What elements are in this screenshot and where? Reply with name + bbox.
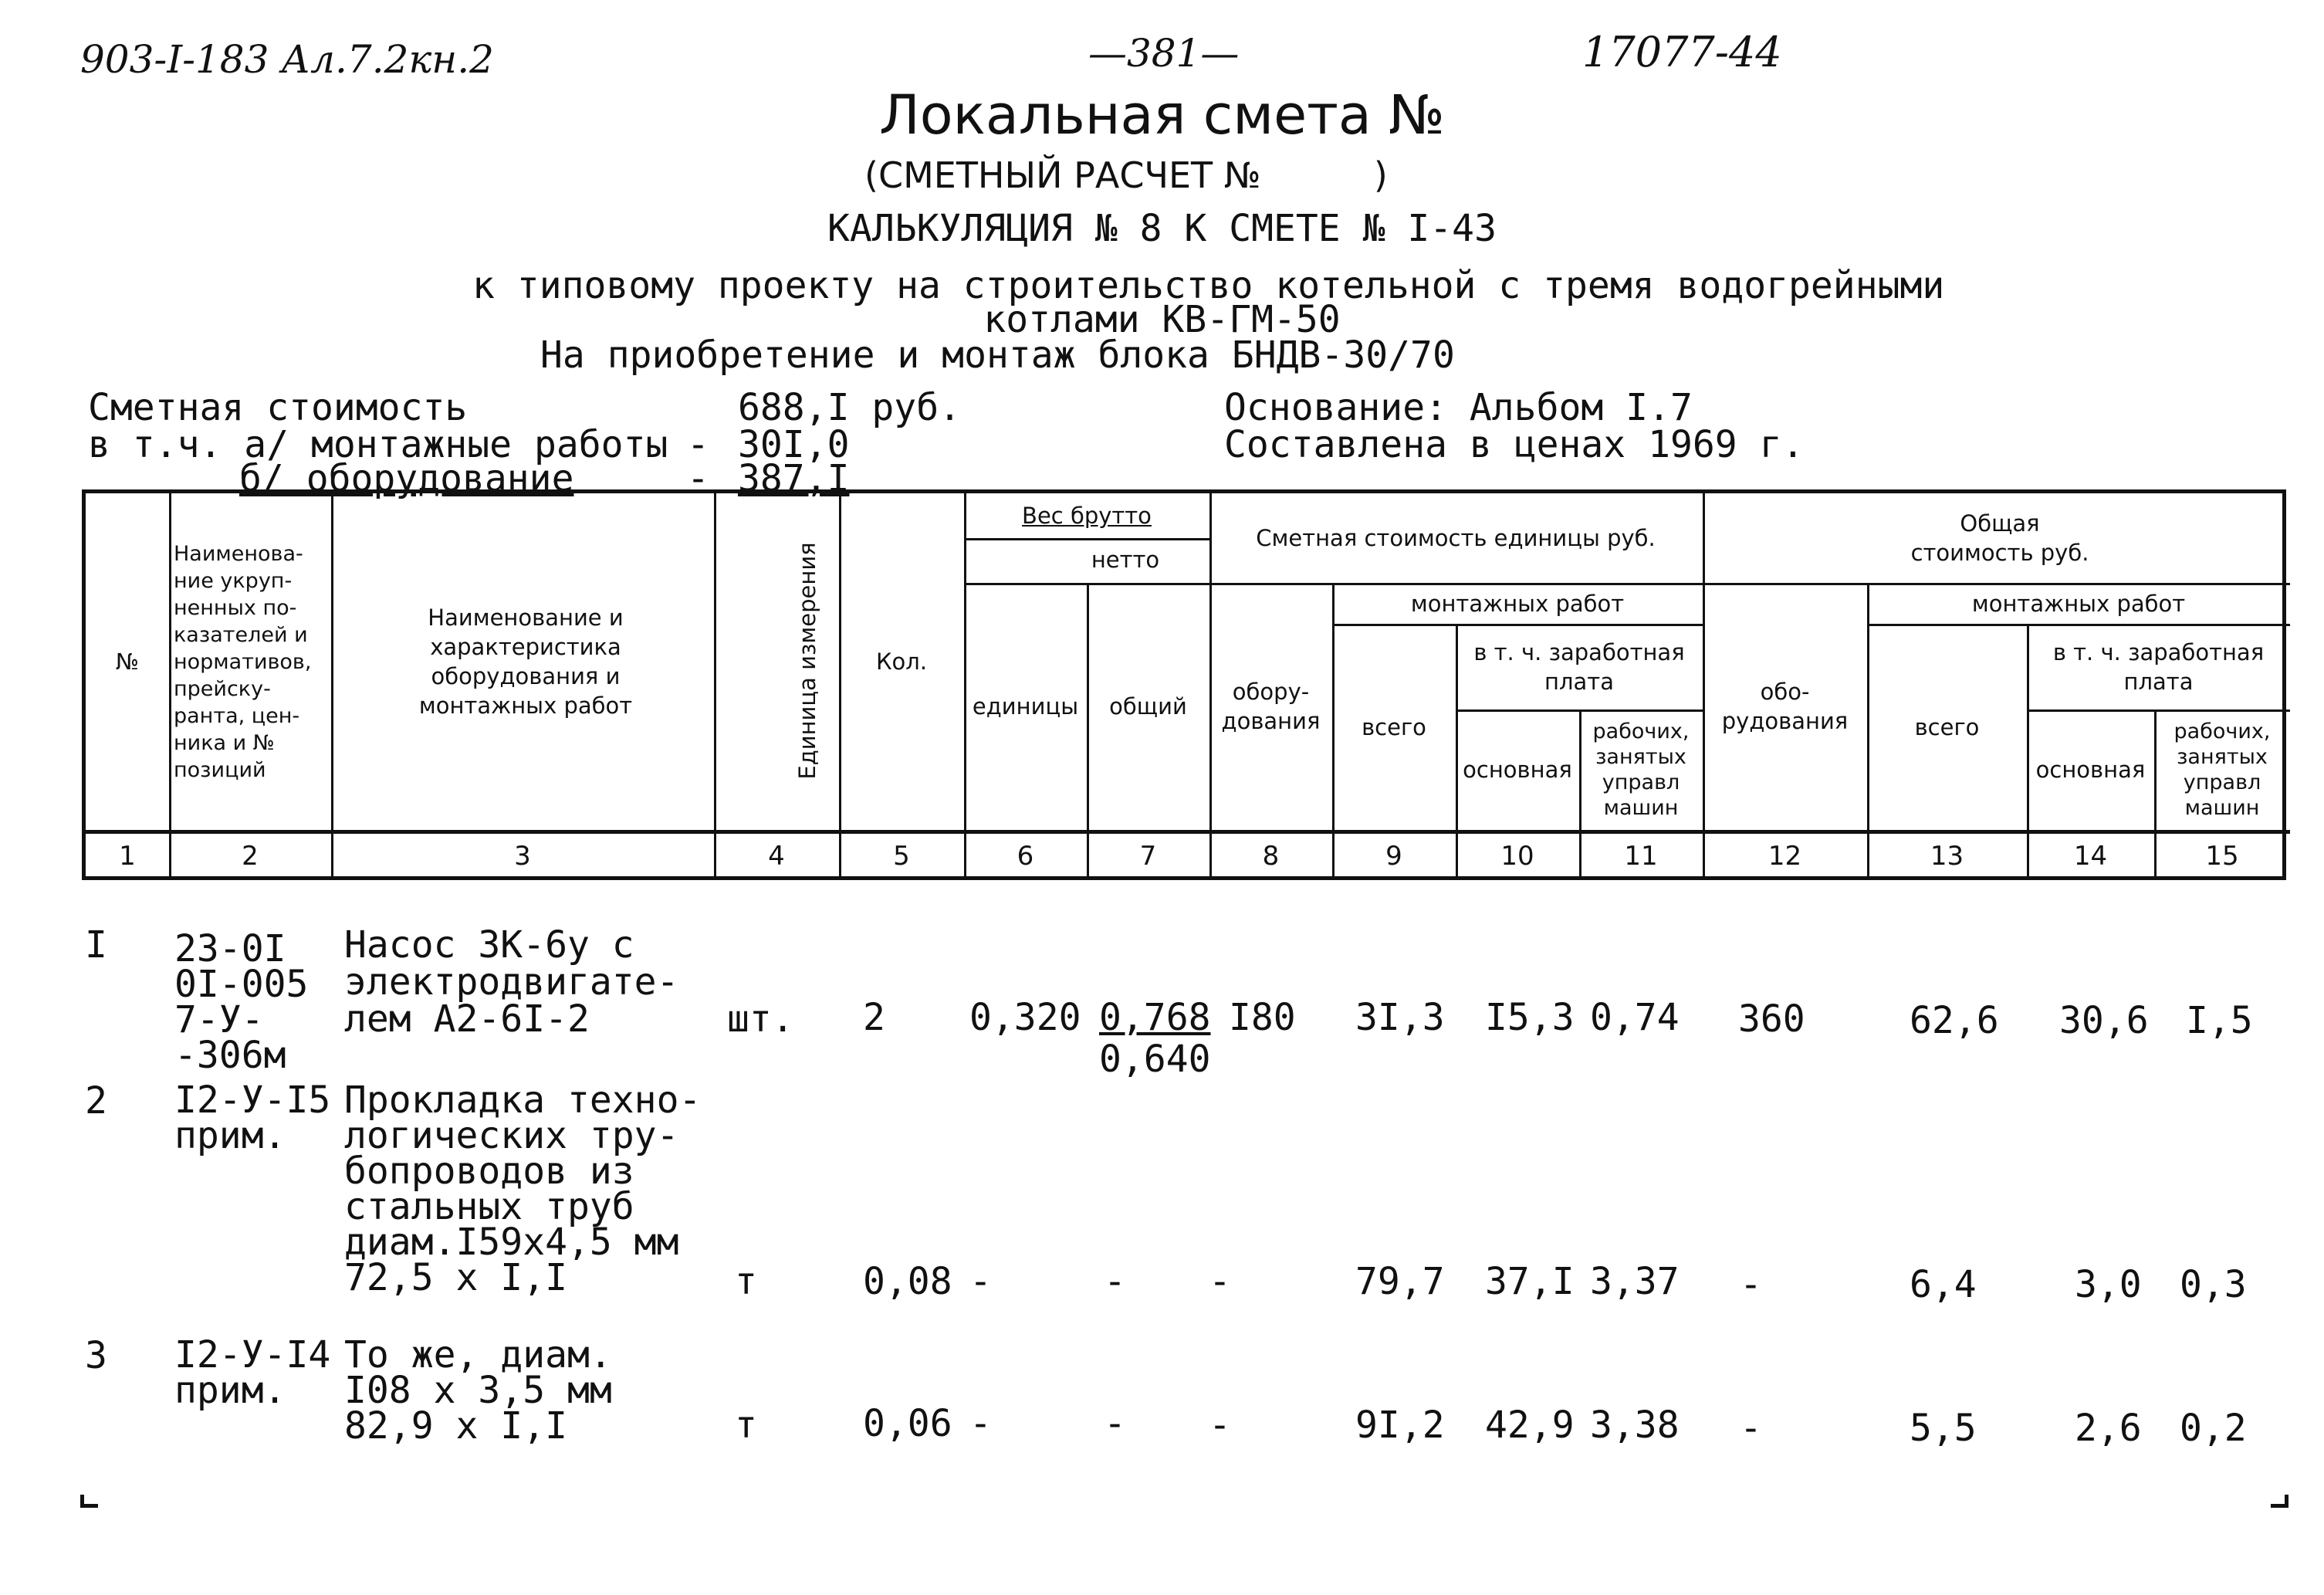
row-total-basic-wage: 3,0	[2075, 1263, 2142, 1306]
wage-unit-header: в т. ч. заработная плата	[1473, 638, 1685, 695]
equipment-label: б/ оборудование	[239, 457, 574, 500]
row-total-basic-wage: 2,6	[2075, 1407, 2142, 1450]
basis-note: Основание: Альбом I.7	[1224, 386, 1693, 429]
col-install-sum-header: всего	[1914, 713, 1980, 740]
col-name-header: Наименование и характеристика оборудования и монтажных работ	[418, 604, 633, 719]
row-weight-unit: -	[969, 1402, 992, 1445]
row-total-equipment: -	[1740, 1263, 1762, 1306]
row-total-install: 6,4	[1910, 1263, 1977, 1306]
col-number-13: 13	[1930, 840, 1964, 872]
row-total-machine-wage: I,5	[2186, 999, 2253, 1042]
col-qty-header: Кол.	[875, 648, 928, 675]
row-weight-net: 0,640	[1099, 1038, 1211, 1081]
installation-total-header: монтажных работ	[1971, 590, 2186, 617]
col-number-5: 5	[893, 840, 910, 872]
project-description: к типовому проекту на строительство котельной с тремя водогрейными	[472, 264, 1945, 307]
row-basic-wage: 37,I	[1485, 1260, 1575, 1303]
col-norm-header: Наименова- ние укруп- ненных по- казателей и нормативов, прейску- ранта, цен- ника и № позиций	[174, 541, 312, 782]
row-unit: т	[735, 1404, 757, 1447]
col-basic-wage-total-header: основная	[2035, 757, 2146, 783]
installation-label: в т.ч. а/ монтажные работы	[88, 423, 668, 466]
col-number-10: 10	[1500, 840, 1534, 872]
estimated-cost-value: 688,I руб.	[738, 386, 961, 429]
row-equipment-cost: -	[1209, 1260, 1231, 1303]
installation-value: 30I,0	[738, 423, 850, 466]
row-machine-wage: 3,38	[1590, 1404, 1680, 1447]
installation-unit-header: монтажных работ	[1410, 590, 1625, 617]
row-description: То же, диам. I08 х 3,5 мм 82,9 х I,I	[344, 1333, 612, 1448]
col-number-7: 7	[1139, 840, 1157, 872]
row-number: 2	[85, 1079, 107, 1123]
weight-net-header: нетто	[1091, 547, 1160, 573]
row-weight-total: -	[1104, 1260, 1126, 1303]
row-machine-wage: 0,74	[1590, 996, 1680, 1039]
total-cost-header: Общая стоимость руб.	[1910, 510, 2089, 566]
row-basic-wage: I5,3	[1485, 996, 1575, 1039]
row-total-basic-wage: 30,6	[2059, 999, 2149, 1042]
col-number-2: 2	[242, 840, 259, 872]
row-machine-wage: 3,37	[1590, 1260, 1680, 1303]
equipment-value: 387,I	[738, 457, 850, 500]
col-number-8: 8	[1262, 840, 1280, 872]
sheet-reference: 17077-44	[1582, 28, 1782, 76]
row-code: 23-0I 0I-005 7-У- -306м	[174, 927, 309, 1077]
row-description: Прокладка техно- логических тру- бопроводов из стальных труб диам.I59х4,5 мм 72,5 х I,I	[344, 1079, 702, 1299]
row-basic-wage: 42,9	[1485, 1404, 1575, 1447]
row-total-install: 62,6	[1910, 999, 1999, 1042]
col-unit-header: Единица измерения	[794, 542, 820, 780]
row-total-equipment: 360	[1738, 997, 1805, 1041]
calculation-title: КАЛЬКУЛЯЦИЯ № 8 К СМЕТЕ № I-43	[827, 207, 1497, 250]
col-number-6: 6	[1017, 840, 1034, 872]
col-number-9: 9	[1385, 840, 1402, 872]
col-number-11: 11	[1624, 840, 1658, 872]
document-code: 903-I-183 Ал.7.2кн.2	[80, 37, 494, 82]
installation-dash: -	[687, 423, 709, 466]
row-description: Насос 3К-6у с электродвигате- лем А2-6I-2	[344, 923, 679, 1041]
row-unit: т	[735, 1260, 757, 1303]
row-install-cost: 3I,3	[1355, 996, 1445, 1039]
col-number-12: 12	[1768, 840, 1802, 872]
crop-mark-right	[2271, 1495, 2288, 1508]
price-level-note: Составлена в ценах 1969 г.	[1224, 423, 1805, 466]
row-total-equipment: -	[1740, 1407, 1762, 1450]
page-title: Локальная смета №	[879, 83, 1445, 147]
col-install-total-header: всего	[1362, 713, 1426, 740]
row-weight-unit: -	[969, 1260, 992, 1303]
work-description: На приобретение и монтаж блока БНДВ-30/70	[540, 334, 1455, 377]
row-number: I	[85, 923, 107, 967]
crop-mark-left	[80, 1495, 98, 1508]
row-install-cost: 79,7	[1355, 1260, 1445, 1303]
col-number-4: 4	[768, 840, 785, 872]
page-number: —381—	[1088, 31, 1240, 76]
col-machine-wage-total-header: рабочих, занятых управл машин	[2173, 720, 2271, 820]
estimate-subtitle: (СМЕТНЫЙ РАСЧЕТ № )	[864, 154, 1388, 196]
row-weight-total: -	[1104, 1402, 1126, 1445]
unit-cost-header: Сметная стоимость единицы руб.	[1256, 525, 1656, 551]
row-unit: шт.	[727, 997, 794, 1041]
row-weight-unit: 0,320	[969, 996, 1081, 1039]
row-total-machine-wage: 0,3	[2180, 1263, 2247, 1306]
col-no-header: №	[115, 648, 140, 675]
col-weight-unit-header: единицы	[972, 693, 1079, 720]
row-weight-gross: 0,768	[1099, 996, 1211, 1039]
col-number-14: 14	[2073, 840, 2108, 872]
col-equipment-total-header: обо- рудования	[1721, 679, 1849, 734]
col-machine-wage-header: рабочих, занятых управл машин	[1592, 720, 1690, 820]
col-equipment-unit-header: обору- дования	[1221, 679, 1321, 734]
row-install-cost: 9I,2	[1355, 1404, 1445, 1447]
row-code: I2-У-I4 прим.	[174, 1333, 331, 1412]
row-code: I2-У-I5 прим.	[174, 1079, 331, 1157]
col-number-3: 3	[514, 840, 531, 872]
weight-gross-header: Вес брутто	[1022, 503, 1152, 529]
row-equipment-cost: I80	[1229, 996, 1296, 1039]
col-number-15: 15	[2205, 840, 2239, 872]
project-description-2: котлами КВ-ГМ-50	[983, 298, 1341, 341]
row-equipment-cost: -	[1209, 1404, 1231, 1447]
wage-total-header: в т. ч. заработная плата	[2052, 638, 2265, 695]
row-quantity: 0,08	[863, 1260, 952, 1303]
row-quantity: 0,06	[863, 1402, 952, 1445]
estimated-cost-label: Сметная стоимость	[88, 386, 468, 429]
col-basic-wage-header: основная	[1463, 757, 1572, 783]
row-number: 3	[85, 1334, 107, 1377]
row-quantity: 2	[863, 996, 885, 1039]
row-total-install: 5,5	[1910, 1407, 1977, 1450]
col-weight-total-header: общий	[1109, 693, 1187, 720]
col-number-1: 1	[119, 840, 136, 872]
row-total-machine-wage: 0,2	[2180, 1407, 2247, 1450]
estimate-header-table	[82, 489, 2286, 880]
equipment-dash: -	[687, 457, 709, 500]
